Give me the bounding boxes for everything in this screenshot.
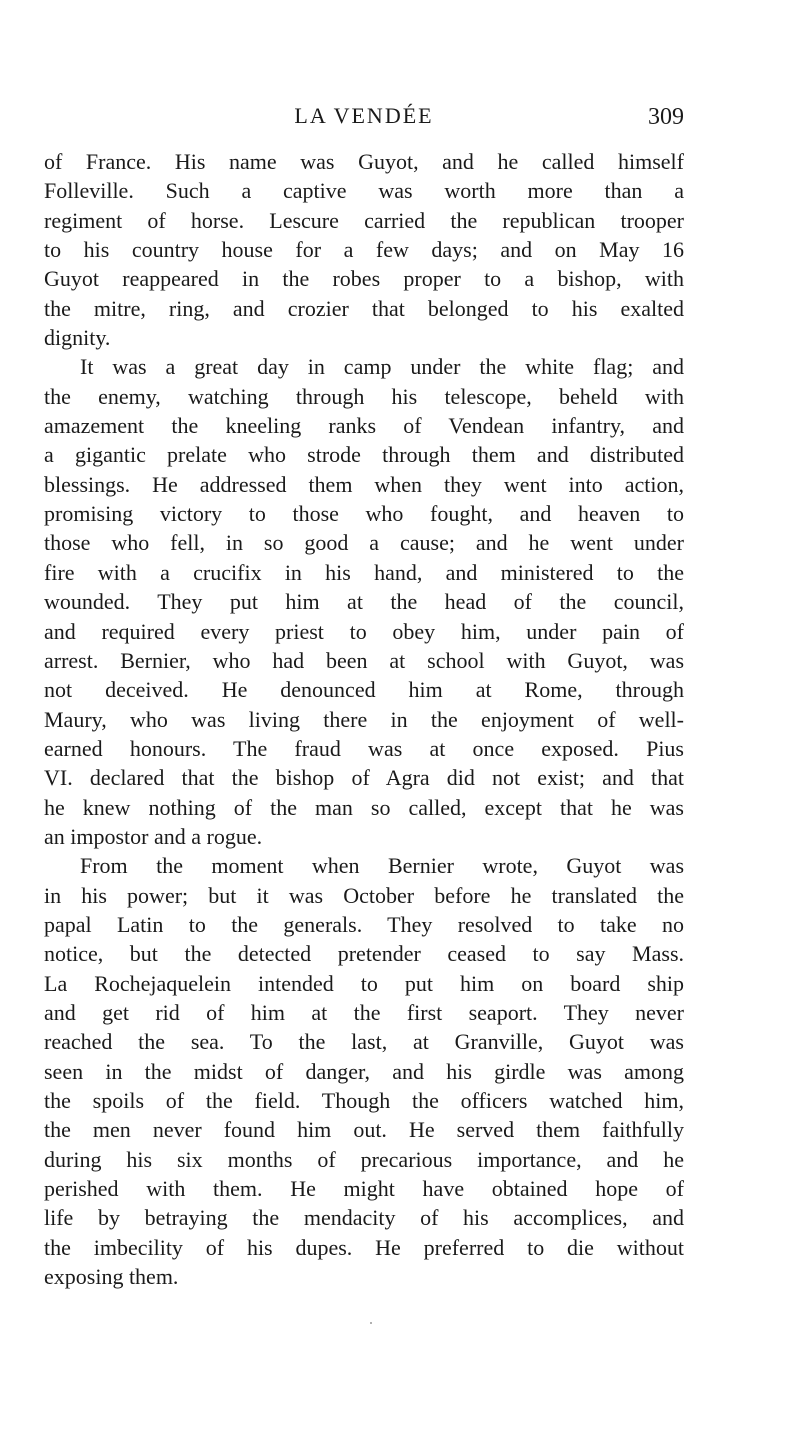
body-text (44, 147, 684, 1291)
text-line: From the moment when Bernier wrote, Guyot was (80, 853, 684, 879)
text-line: the enemy, watching through his telescope, beheld with (44, 383, 684, 409)
text-line: and required every priest to obey him, under pain of (44, 618, 684, 644)
text-line: dignity. (44, 325, 111, 351)
text-line: the men never found him out. He served them faithfully (44, 1117, 684, 1143)
text-line: VI. declared that the bishop of Agra did not exist; and that (44, 765, 684, 791)
text-line: to his country house for a few days; and on May 16 (44, 237, 684, 263)
text-line: notice, but the detected pretender ceased to say Mass. (44, 941, 684, 967)
text-line: and get rid of him at the first seaport. They never (44, 999, 684, 1025)
text-line: in his power; but it was October before he translated the (44, 882, 684, 908)
text-line: promising victory to those who fought, and heaven to (44, 501, 684, 527)
text-line: reached the sea. To the last, at Granville, Guyot was (44, 1029, 684, 1055)
text-line: Guyot reappeared in the robes proper to a bishop, with (44, 266, 684, 292)
text-line: he knew nothing of the man so called, except that he was (44, 794, 684, 820)
text-line: fire with a crucifix in his hand, and ministered to the (44, 559, 684, 585)
text-line: perished with them. He might have obtained hope of (44, 1176, 684, 1202)
text-line: amazement the kneeling ranks of Vendean infantry, and (44, 413, 684, 439)
text-line: the mitre, ring, and crozier that belonged to his exalted (44, 295, 684, 321)
text-line: those who fell, in so good a cause; and he went under (44, 530, 684, 556)
print-speck (370, 1322, 372, 1324)
text-line: the spoils of the field. Though the officers watched him, (44, 1088, 684, 1113)
text-line: life by betraying the mendacity of his accomplices, and (44, 1205, 684, 1231)
running-title: LA VENDÉE (294, 103, 434, 128)
text-line: It was a great day in camp under the white flag; and (80, 354, 684, 380)
text-line: exposing them. (44, 1264, 179, 1290)
text-line: La Rochejaquelein intended to put him on board ship (44, 970, 684, 996)
text-line: papal Latin to the generals. They resolved to take no (44, 911, 684, 937)
page-number: 309 (648, 104, 684, 130)
text-line: wounded. They put him at the head of the council, (44, 589, 684, 615)
text-line: blessings. He addressed them when they went into action, (44, 471, 684, 497)
text-line: during his six months of precarious importance, and he (44, 1146, 684, 1172)
text-line: a gigantic prelate who strode through them and distributed (44, 442, 684, 468)
text-line: the imbecility of his dupes. He preferred to die without (44, 1234, 684, 1260)
text-line: not deceived. He denounced him at Rome, through (44, 677, 684, 703)
running-head (44, 100, 684, 136)
text-line: an impostor and a rogue. (44, 823, 263, 849)
text-line: arrest. Bernier, who had been at school with Guyot, was (44, 647, 684, 673)
text-line: seen in the midst of danger, and his girdle was among (44, 1058, 684, 1084)
text-line: regiment of horse. Lescure carried the republican trooper (44, 207, 684, 233)
text-line: earned honours. The fraud was at once exposed. Pius (44, 735, 684, 761)
text-line: of France. His name was Guyot, and he called himself (44, 149, 684, 174)
text-line: Maury, who was living there in the enjoyment of well- (44, 706, 684, 732)
text-line: Folleville. Such a captive was worth more than a (44, 178, 684, 204)
